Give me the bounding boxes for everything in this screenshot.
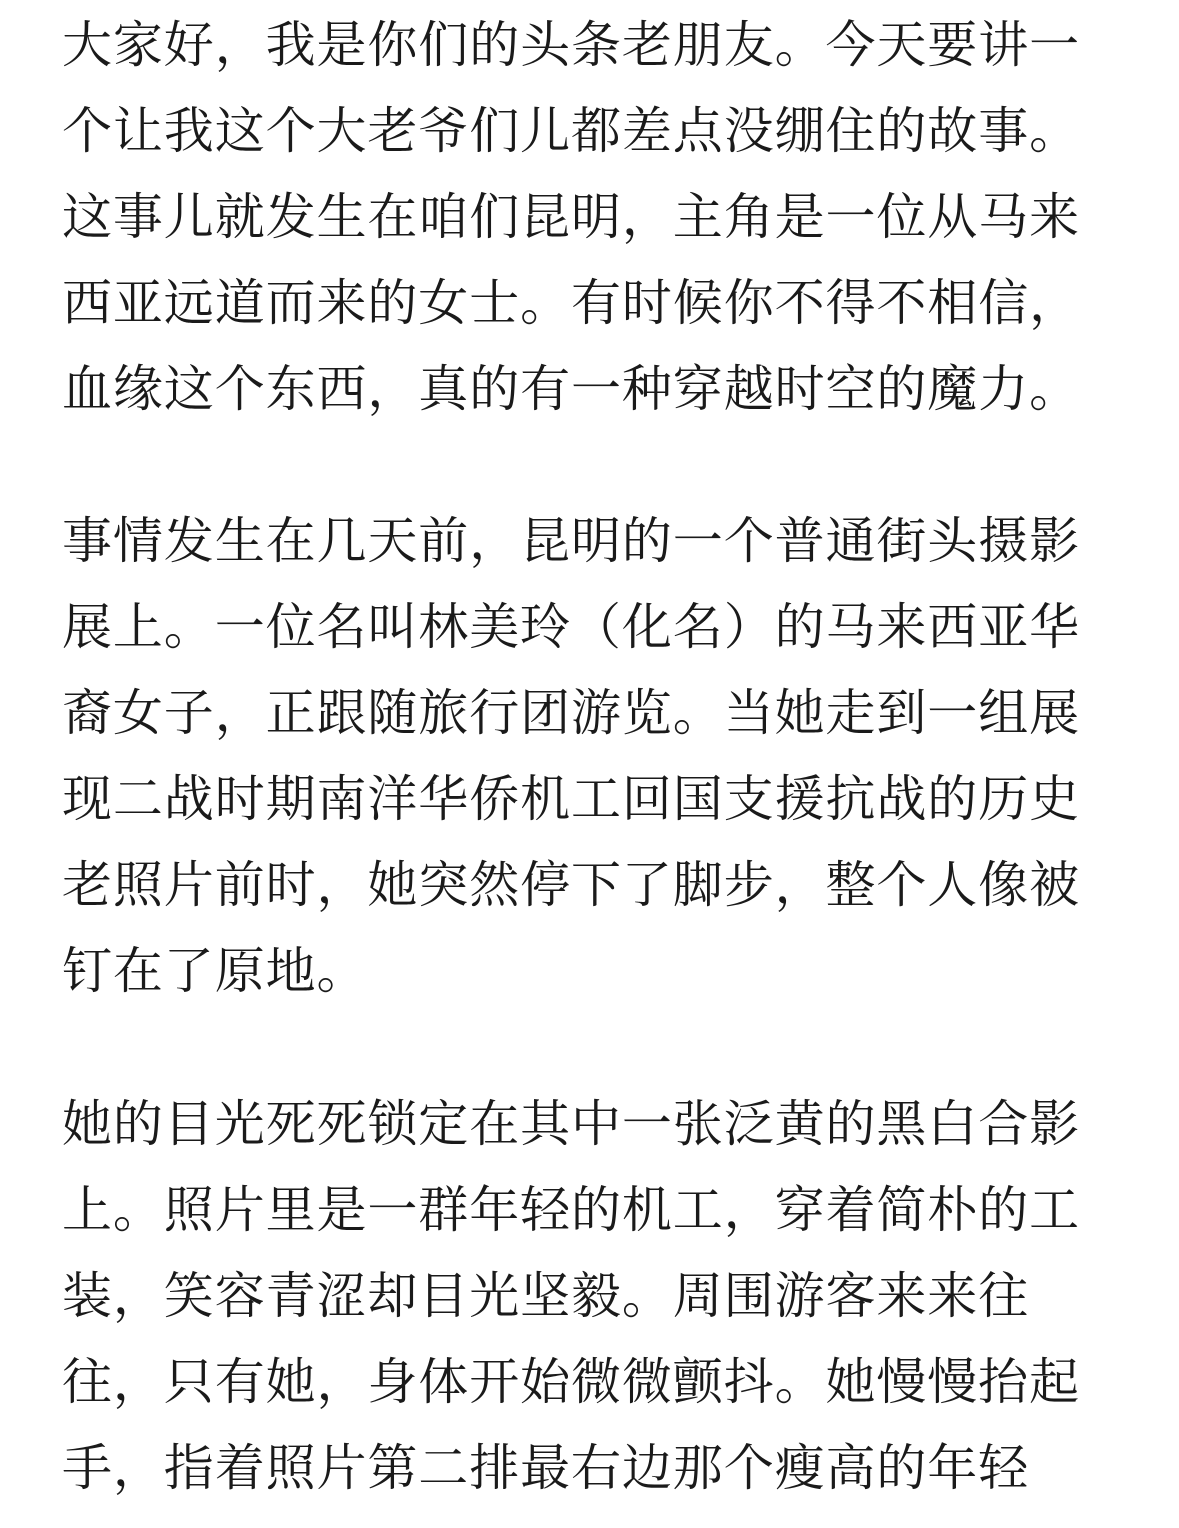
- text-line: 个让我这个大老爷们儿都差点没绷住的故事。: [62, 102, 1080, 160]
- text-line: 装，笑容青涩却目光坚毅。周围游客来来往: [62, 1267, 1030, 1325]
- text-line: 钉在了原地。: [62, 942, 368, 1000]
- text-line: 裔女子，正跟随旅行团游览。当她走到一组展: [62, 684, 1080, 742]
- text-line: 她的目光死死锁定在其中一张泛黄的黑白合影: [62, 1095, 1080, 1153]
- text-line: 上。照片里是一群年轻的机工，穿着简朴的工: [62, 1181, 1080, 1239]
- text-line: 老照片前时，她突然停下了脚步，整个人像被: [62, 856, 1080, 914]
- text-line: 手，指着照片第二排最右边那个瘦高的年轻: [62, 1439, 1030, 1497]
- text-line: 往，只有她，身体开始微微颤抖。她慢慢抬起: [62, 1353, 1080, 1411]
- text-line: 血缘这个东西，真的有一种穿越时空的魔力。: [62, 360, 1080, 418]
- text-line: 现二战时期南洋华侨机工回国支援抗战的历史: [62, 770, 1080, 828]
- text-line: 西亚远道而来的女士。有时候你不得不相信，: [62, 274, 1080, 332]
- paragraph-1: [62, 2, 1120, 432]
- text-line: 这事儿就发生在咱们昆明，主角是一位从马来: [62, 188, 1080, 246]
- text-line: 大家好，我是你们的头条老朋友。今天要讲一: [62, 16, 1080, 74]
- paragraph-2: [62, 498, 1120, 1014]
- paragraph-3: [62, 1081, 1120, 1511]
- text-line: 展上。一位名叫林美玲（化名）的马来西亚华: [62, 598, 1080, 656]
- text-line: 事情发生在几天前，昆明的一个普通街头摄影: [62, 512, 1080, 570]
